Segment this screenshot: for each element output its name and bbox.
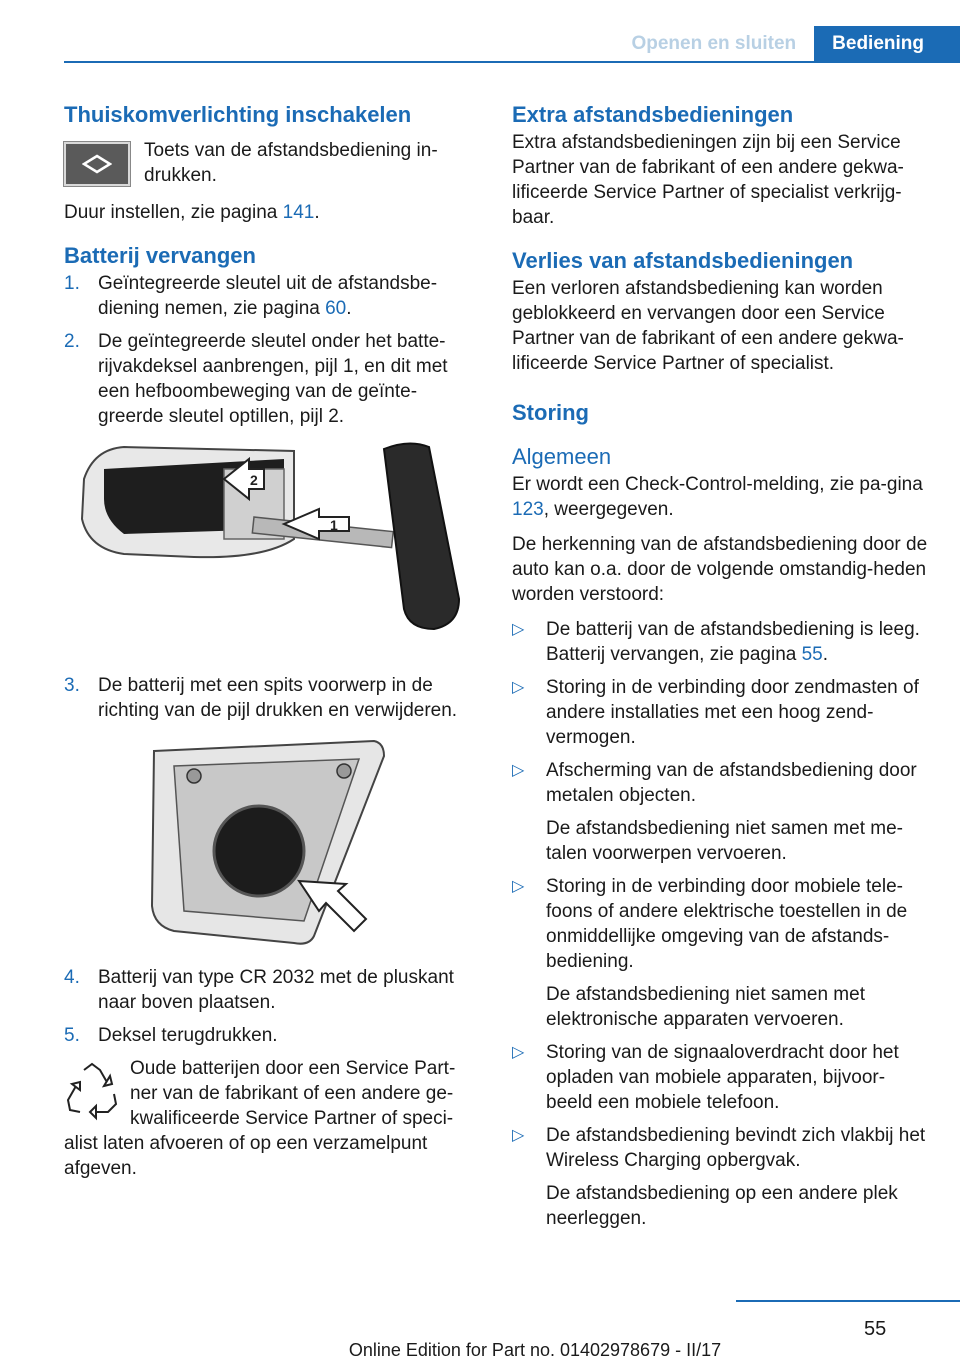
list-item-body: Storing in de verbinding door mobiele tele-foons of andere elektrische toestellen in de onmiddellijke omgeving van de afstands-bediening.: [546, 876, 908, 972]
list-item: [512, 1040, 930, 1115]
right-column: [512, 100, 930, 1239]
list-item-text: [546, 758, 930, 866]
general-prefix: Er wordt een Check-Control-melding, zie pa-gina: [512, 474, 923, 495]
section-tab: Openen en sluiten: [613, 26, 814, 62]
list-item-advice: De afstandsbediening niet samen met elektronische apparaten vervoeren.: [546, 984, 865, 1030]
list-item: [512, 758, 930, 866]
step-text-body: Geïntegreerde sleutel uit de afstandsbe-diening nemen, zie pagina: [98, 273, 438, 319]
step-text: Batterij van type CR 2032 met de pluskant naar boven plaatsen.: [98, 967, 454, 1013]
step-number: 1.: [64, 273, 80, 294]
step-text: Deksel terugdrukken.: [98, 1025, 278, 1046]
recognition-text: De herkenning van de afstandsbediening door de auto kan o.a. door de volgende omstandig-heden worden verstoord:: [512, 534, 928, 605]
arrow-1-label: 1: [330, 517, 338, 533]
page-link-141[interactable]: 141: [282, 202, 315, 223]
battery-steps-final: [64, 965, 480, 1048]
list-item: [512, 675, 930, 750]
arrow-2-label: 2: [250, 472, 258, 488]
list-item-advice: De afstandsbediening niet samen met me-talen voorwerpen vervoeren.: [546, 818, 903, 864]
step-number: 2.: [64, 331, 80, 352]
list-item-body: De afstandsbediening bevindt zich vlakbij het Wireless Charging opbergvak.: [546, 1125, 926, 1171]
bullet-marker-icon: ▷: [512, 1044, 525, 1061]
duration-prefix: Duur instellen, zie pagina: [64, 202, 283, 223]
extra-remotes-heading: Extra afstandsbedieningen: [512, 102, 794, 127]
battery-heading: Batterij vervangen: [64, 243, 256, 268]
footer: [0, 1340, 960, 1361]
remote-instruction-text: Toets van de afstandsbediening in-drukken.: [144, 140, 438, 186]
chapter-tab: Bediening: [814, 26, 960, 62]
home-light-heading: Thuiskomverlichting inschakelen: [64, 102, 412, 127]
list-item-text: [546, 617, 930, 667]
bullet-marker-icon: ▷: [512, 1127, 525, 1144]
bullet-marker-icon: ▷: [512, 679, 525, 696]
page-link-55[interactable]: 55: [801, 644, 823, 665]
general-suffix: , weergegeven.: [543, 499, 674, 520]
list-item: [512, 874, 930, 1032]
list-item-text: Storing van de signaaloverdracht door het opladen van mobiele apparaten, bijvoor-beeld een mobiele telefoon.: [546, 1042, 899, 1113]
duration-suffix: .: [314, 202, 320, 223]
header-rule: [64, 61, 960, 63]
step-item: [64, 673, 480, 723]
step-text: De geïntegreerde sleutel onder het batte-rijvakdeksel aanbrengen, pijl 1, en dit met een hefboombeweging van de geïnte-greerde sleutel optillen, pijl 2.: [98, 331, 448, 427]
battery-removal-illustration: [64, 731, 480, 951]
remote-home-button-icon: [64, 142, 130, 186]
step-item: [64, 1023, 480, 1048]
lost-remotes-heading: Verlies van afstandsbedieningen: [512, 248, 854, 273]
lost-remotes-text: Een verloren afstandsbediening kan worden geblokkeerd en vervangen door een Service Partner van de fabrikant of een andere gekwa-lificeerde Service Partner of specialist.: [512, 278, 904, 374]
step-text: De batterij met een spits voorwerp in de richting van de pijl drukken en verwijderen.: [98, 675, 458, 721]
extra-remotes-text: Extra afstandsbedieningen zijn bij een Service Partner van de fabrikant of een andere gekwa-lificeerde Service Partner of specialist verkrijg-baar.: [512, 132, 904, 228]
list-item-text: [546, 1123, 930, 1231]
list-item-body: De batterij van de afstandsbediening is leeg. Batterij vervangen, zie pagina: [546, 619, 920, 665]
list-item-text: [546, 874, 930, 1032]
step-item: [64, 965, 480, 1015]
step-number: 3.: [64, 675, 80, 696]
fault-heading: Storing: [512, 400, 589, 425]
footer-rule: [736, 1300, 960, 1302]
recycle-icon: [64, 1062, 120, 1122]
page-number: 55: [864, 1318, 887, 1340]
list-item-text: Storing in de verbinding door zendmasten of andere installaties met een hoog zend-vermogen.: [546, 677, 919, 748]
duration-text: [64, 200, 480, 225]
page-link-60[interactable]: 60: [325, 298, 347, 319]
footer-text: Online Edition for Part no. 01402978679 - II/17: [348, 1340, 722, 1360]
bullet-marker-icon: ▷: [512, 762, 525, 779]
header-tabs: [613, 26, 960, 62]
list-item-advice: De afstandsbediening op een andere plek neerleggen.: [546, 1183, 898, 1229]
step-number: 5.: [64, 1025, 80, 1046]
list-item: [512, 617, 930, 667]
recycle-note: [64, 1056, 480, 1181]
recycle-text: Oude batterijen door een Service Part-ner van de fabrikant of een andere ge-kwalificeerde Service Partner of speci-alist laten afvoeren of op een verzamelpunt afgeven.: [64, 1058, 456, 1179]
bullet-marker-icon: ▷: [512, 878, 525, 895]
battery-steps-continued: [64, 673, 480, 723]
list-item: [512, 1123, 930, 1231]
general-heading: Algemeen: [512, 444, 612, 469]
bullet-marker-icon: ▷: [512, 621, 525, 638]
general-text: [512, 472, 930, 522]
fault-causes-list: [512, 617, 930, 1231]
step-text: [98, 271, 480, 321]
key-removal-illustration: [64, 439, 480, 659]
step-item: [64, 271, 480, 321]
step-number: 4.: [64, 967, 80, 988]
page-link-123[interactable]: 123: [512, 499, 544, 520]
left-column: [64, 100, 480, 1181]
list-item-body: Afscherming van de afstandsbediening door metalen objecten.: [546, 760, 917, 806]
list-item-suffix: .: [822, 644, 829, 665]
remote-instruction: [64, 138, 480, 188]
step-suffix: .: [346, 298, 352, 319]
step-item: [64, 329, 480, 429]
battery-steps: [64, 271, 480, 429]
